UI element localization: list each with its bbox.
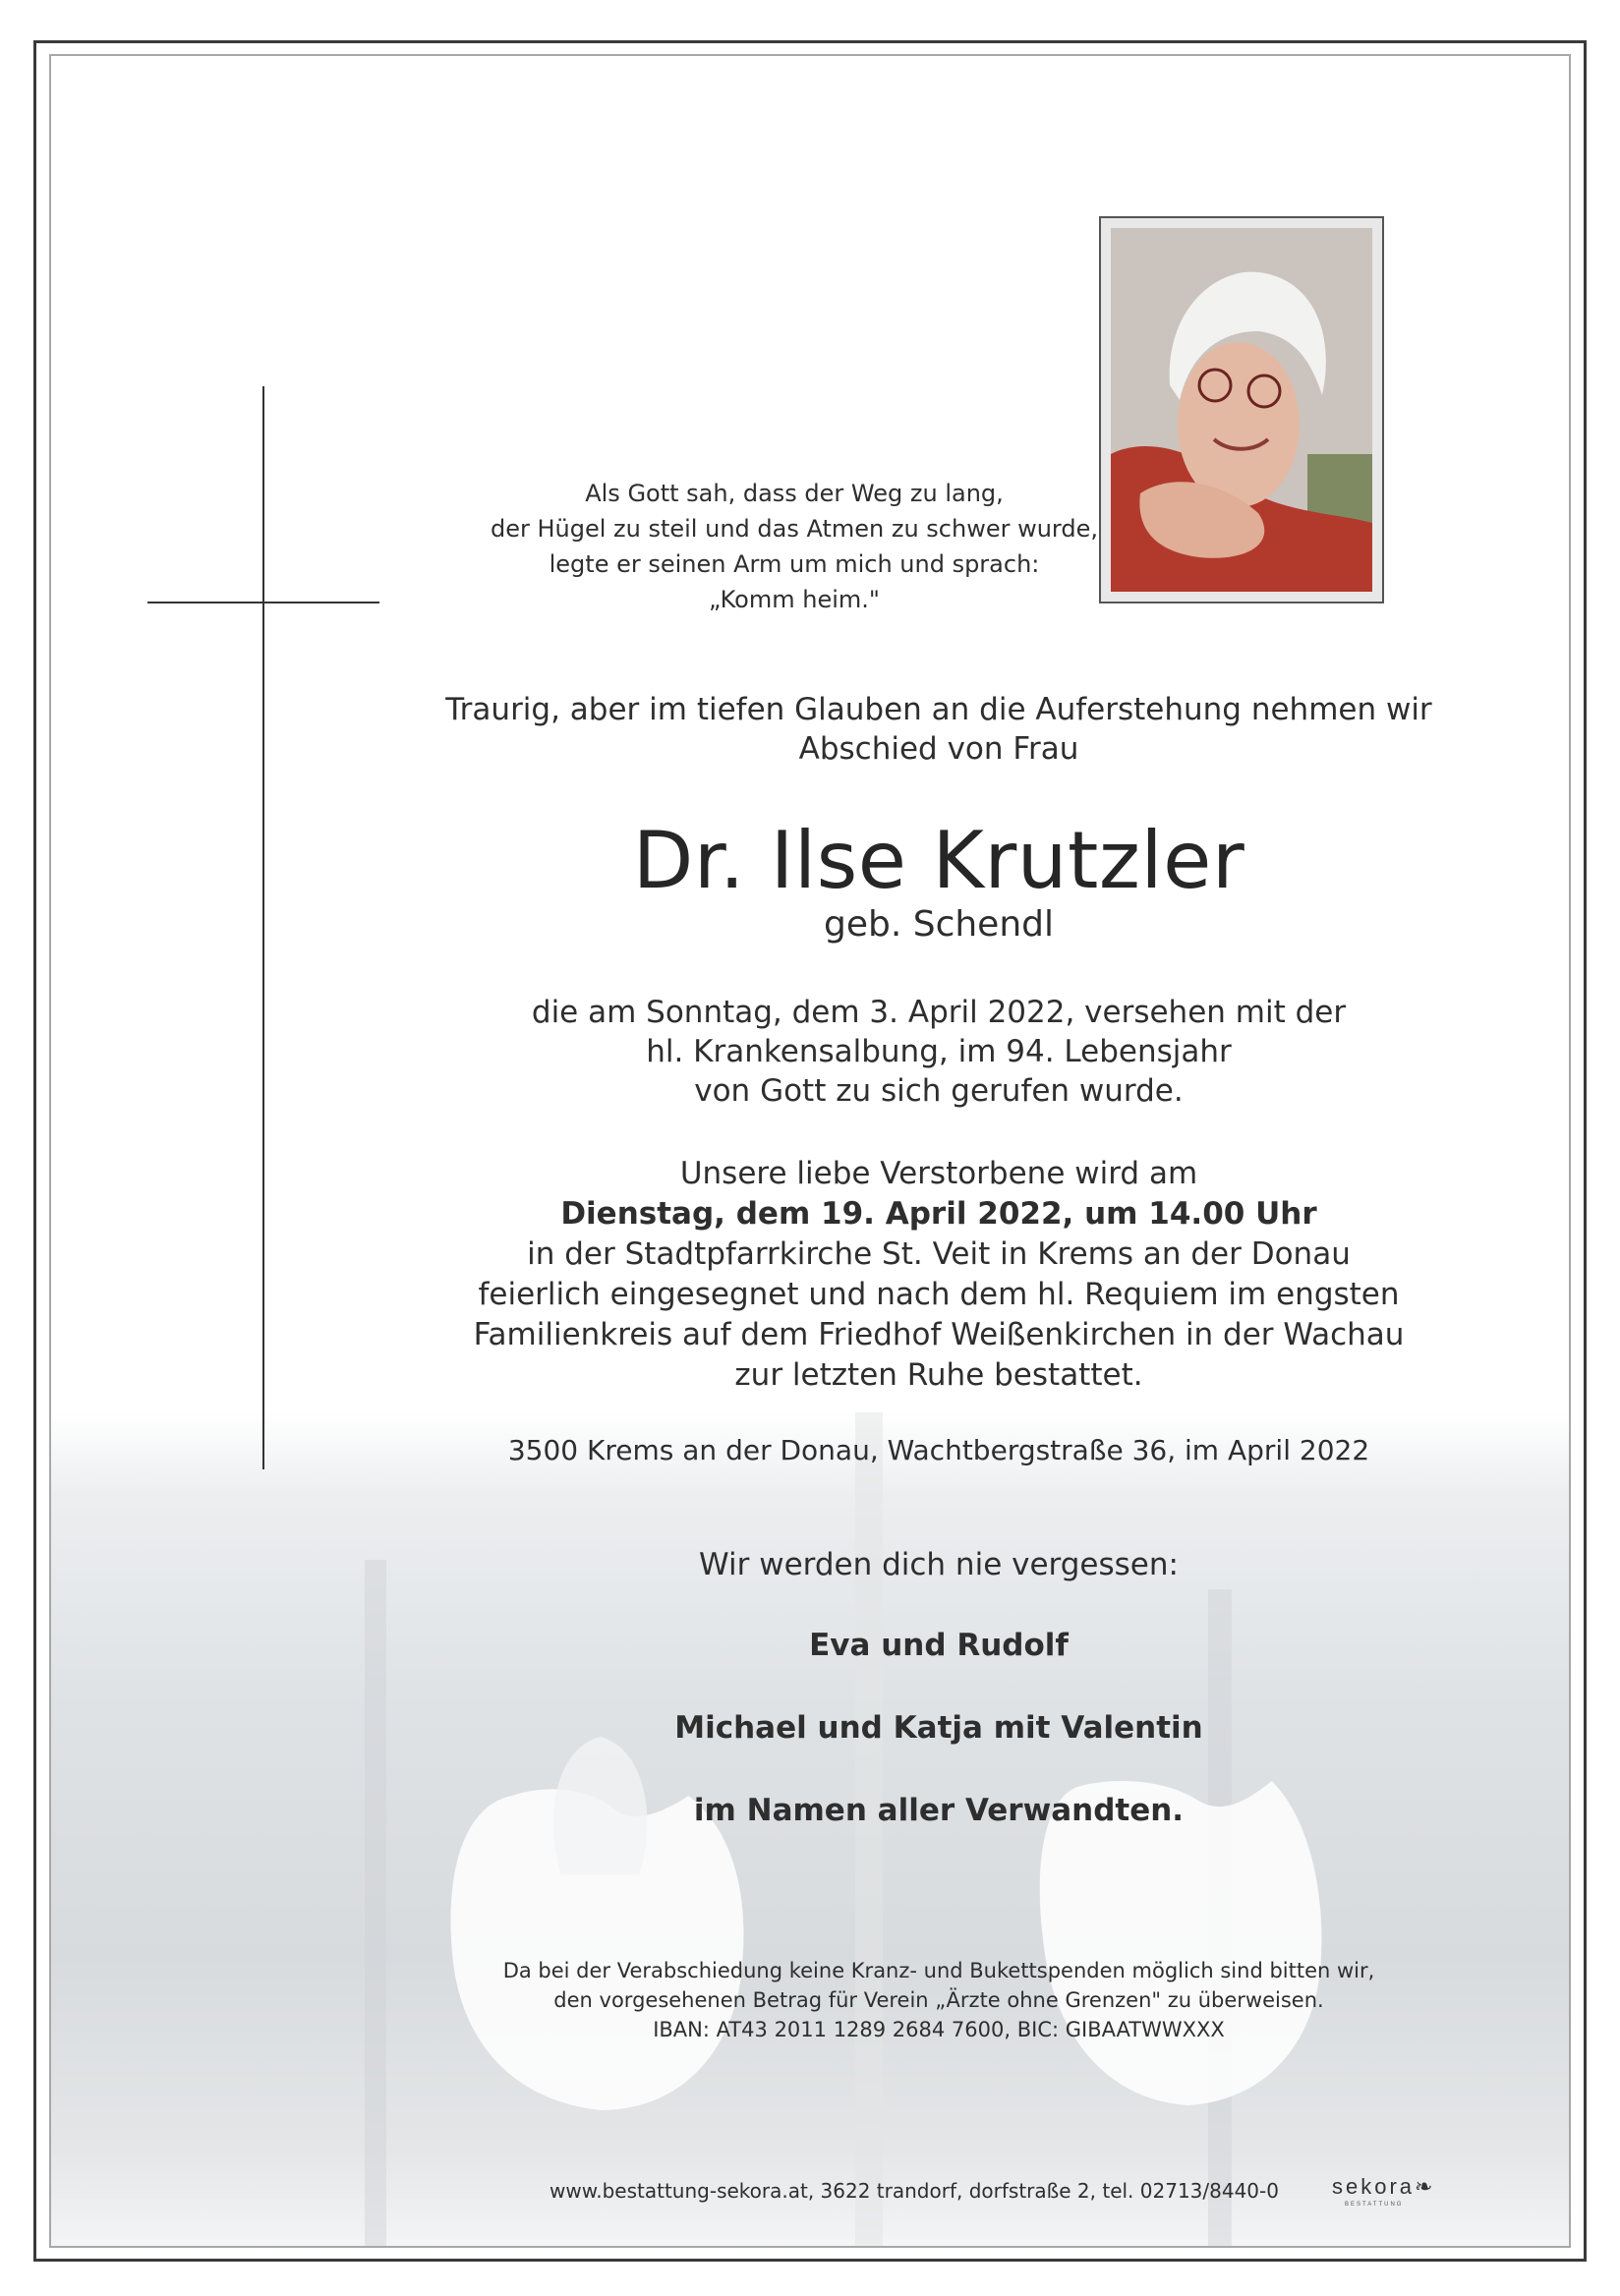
funeral-date — [374, 1194, 1504, 1234]
donation-line: den vorgesehenen Betrag für Verein „Ärzte ohne Grenzen" zu überweisen. — [553, 1988, 1324, 2012]
funeral-line: Familienkreis auf dem Friedhof Weißenkirchen in der Wachau — [473, 1317, 1405, 1352]
cross-vertical-bar — [262, 386, 264, 1469]
tulip-background — [51, 1412, 1569, 2248]
death-notice — [374, 993, 1504, 1111]
poem-line: legte er seinen Arm um mich und sprach: — [549, 550, 1040, 578]
intro-block — [374, 690, 1504, 769]
intro-line: Traurig, aber im tiefen Glauben an die Auferstehung nehmen wir — [445, 692, 1432, 727]
donation-line: Da bei der Verabschiedung keine Kranz- und Bukettspenden möglich sind bitten wir, — [502, 1959, 1375, 1982]
death-line: von Gott zu sich gerufen wurde. — [694, 1073, 1184, 1109]
logo-subtitle: BESTATTUNG — [1345, 2202, 1404, 2208]
footer-contact: www.bestattung-sekora.at, 3622 trandorf, dorfstraße 2, tel. 02713/8440-0 — [550, 2179, 1279, 2203]
mourner-name: Eva und Rudolf — [809, 1628, 1069, 1663]
death-line: die am Sonntag, dem 3. April 2022, versehen mit der — [531, 995, 1347, 1030]
poem-line: „Komm heim." — [709, 586, 880, 613]
poem-line: Als Gott sah, dass der Weg zu lang, — [585, 480, 1004, 507]
memory-line: Wir werden dich nie vergessen: — [699, 1547, 1179, 1582]
funeral-line: Unsere liebe Verstorbene wird am — [679, 1156, 1198, 1191]
donation-line: IBAN: AT43 2011 1289 2684 7600, BIC: GIBAATWWXXX — [653, 2018, 1225, 2041]
funeral-line: zur letzten Ruhe bestattet. — [734, 1357, 1143, 1393]
deceased-name: Dr. Ilse Krutzler — [632, 815, 1245, 906]
intro-line: Abschied von Frau — [798, 731, 1079, 767]
funeral-line: feierlich eingesegnet und nach dem hl. Requiem im engsten — [478, 1277, 1400, 1312]
death-line: hl. Krankensalbung, im 94. Lebensjahr — [646, 1034, 1232, 1069]
donation-notice — [374, 1956, 1504, 2044]
sekora-logo — [1332, 2174, 1435, 2200]
cross-horizontal-bar — [147, 602, 379, 603]
mourner-name: Michael und Katja mit Valentin — [674, 1710, 1203, 1746]
funeral-notice — [374, 1154, 1504, 1396]
logo-text: sekora — [1332, 2174, 1416, 2199]
funeral-line: in der Stadtpfarrkirche St. Veit in Krems an der Donau — [527, 1236, 1351, 1272]
poem-line: der Hügel zu steil und das Atmen zu schwer wurde, — [490, 515, 1099, 543]
poem-block — [372, 476, 1217, 617]
leaf-icon: ❧ — [1415, 2174, 1436, 2199]
funeral-date-bold: Dienstag, dem 19. April 2022, um 14.00 Uhr — [560, 1196, 1317, 1232]
birth-name: geb. Schendl — [823, 904, 1055, 945]
place-date: 3500 Krems an der Donau, Wachtbergstraße 36, im April 2022 — [507, 1434, 1370, 1466]
mourner-name: im Namen aller Verwandten. — [693, 1793, 1185, 1828]
